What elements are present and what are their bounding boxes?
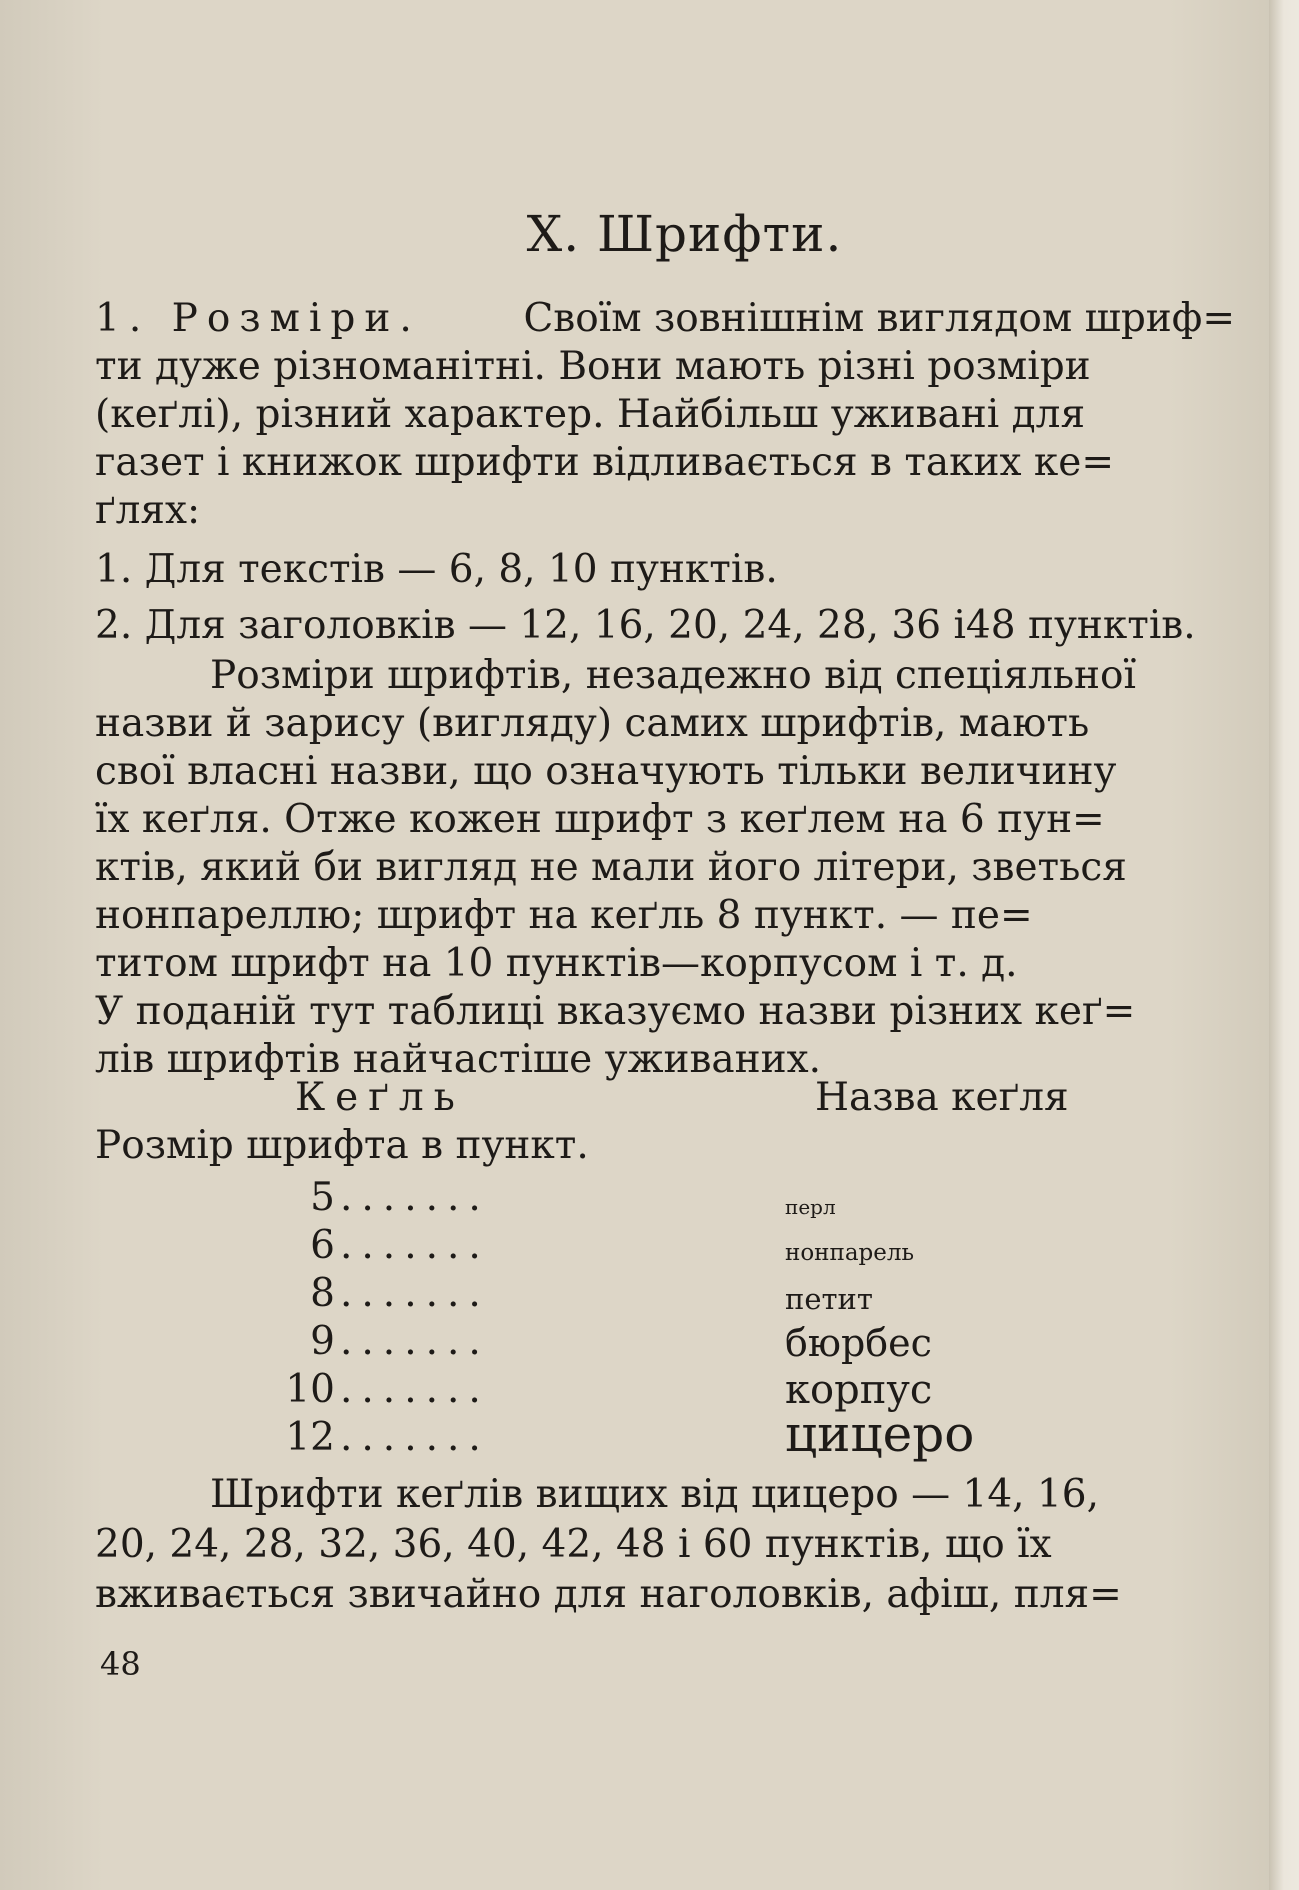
size-name: нонпарель bbox=[785, 1240, 915, 1266]
table-header bbox=[95, 1075, 1235, 1123]
table-row bbox=[95, 1271, 1235, 1319]
text-line: їх кеґля. Отже кожен шрифт з кеґлем на 6 пун= bbox=[95, 797, 1105, 842]
leader-dots: ....... bbox=[340, 1271, 490, 1316]
text-line: газет і книжок шрифти відливається в таких ке= bbox=[95, 440, 1115, 485]
table-row bbox=[95, 1175, 1235, 1223]
book-spine bbox=[1269, 0, 1299, 1890]
text-line: лів шрифтів найчастіше уживаних. bbox=[95, 1037, 822, 1082]
leader-dots: ....... bbox=[340, 1319, 490, 1364]
size-name: цицеро bbox=[785, 1405, 975, 1463]
table-row bbox=[95, 1405, 1235, 1463]
text-line: ти дуже різноманітні. Вони мають різні розміри bbox=[95, 344, 1091, 389]
text-line: (кеґлі), різний характер. Найбільш уживані для bbox=[95, 392, 1086, 437]
text-line: Розміри шрифтів, незадежно від спеціяльної bbox=[210, 653, 1137, 698]
text-line: ґлях: bbox=[95, 488, 201, 533]
leader-dots: ....... bbox=[340, 1223, 490, 1268]
size-name: бюрбес bbox=[785, 1321, 932, 1365]
table-body bbox=[95, 1175, 1235, 1463]
size-value: 12 bbox=[285, 1415, 335, 1460]
size-value: 5 bbox=[310, 1175, 335, 1220]
size-name: корпус bbox=[785, 1367, 933, 1413]
text-line: ктів, який би вигляд не мали його літери, зветься bbox=[95, 845, 1127, 890]
text-line: У поданій тут таблиці вказуємо назви різних кеґ= bbox=[95, 989, 1136, 1034]
text-line: 20, 24, 28, 32, 36, 40, 42, 48 і 60 пунктів, що їх bbox=[95, 1522, 1052, 1567]
paragraph-larger-sizes bbox=[95, 1470, 1235, 1620]
section-lead-rest: Своїм зовнішнім виглядом шриф= bbox=[523, 296, 1235, 341]
col-name-header: Назва кеґля bbox=[815, 1075, 1069, 1120]
type-size-table bbox=[95, 1075, 1235, 1463]
size-name: перл bbox=[785, 1195, 836, 1219]
page-title: X. Шрифти. bbox=[526, 205, 843, 263]
list-item: 1. Для текстів — 6, 8, 10 пунктів. bbox=[95, 547, 778, 592]
leader-dots: ....... bbox=[340, 1415, 490, 1460]
size-value: 8 bbox=[310, 1271, 335, 1316]
size-value: 9 bbox=[310, 1319, 335, 1364]
text-line: титом шрифт на 10 пунктів—корпусом і т. д. bbox=[95, 941, 1018, 986]
list-item: 2. Для заголовків — 12, 16, 20, 24, 28, 36 і48 пунктів. bbox=[95, 603, 1196, 648]
section-lead: 1. Розміри. bbox=[95, 296, 421, 341]
text-line: нонпареллю; шрифт на кеґль 8 пункт. — пе= bbox=[95, 893, 1033, 938]
col-size-header: Кеґль bbox=[295, 1075, 465, 1120]
table-row bbox=[95, 1319, 1235, 1367]
text-line: Шрифти кеґлів вищих від цицеро — 14, 16, bbox=[210, 1472, 1099, 1517]
size-value: 6 bbox=[310, 1223, 335, 1268]
section-1-paragraph bbox=[95, 295, 1235, 535]
text-line: вживається звичайно для наголовків, афіш, пля= bbox=[95, 1572, 1122, 1617]
size-value: 10 bbox=[285, 1367, 335, 1412]
text-line: назви й зарису (вигляду) самих шрифтів, мають bbox=[95, 701, 1090, 746]
table-row bbox=[95, 1367, 1235, 1415]
size-name: петит bbox=[785, 1282, 873, 1316]
text-line bbox=[95, 295, 1235, 343]
leader-dots: ....... bbox=[340, 1175, 490, 1220]
paragraph-names bbox=[95, 652, 1235, 1084]
table-row bbox=[95, 1223, 1235, 1271]
size-list bbox=[95, 542, 1235, 654]
table-subheader: Розмір шрифта в пункт. bbox=[95, 1123, 589, 1168]
page-number: 48 bbox=[100, 1645, 141, 1683]
leader-dots: ....... bbox=[340, 1367, 490, 1412]
text-line: свої власні назви, що означують тільки величину bbox=[95, 749, 1117, 794]
